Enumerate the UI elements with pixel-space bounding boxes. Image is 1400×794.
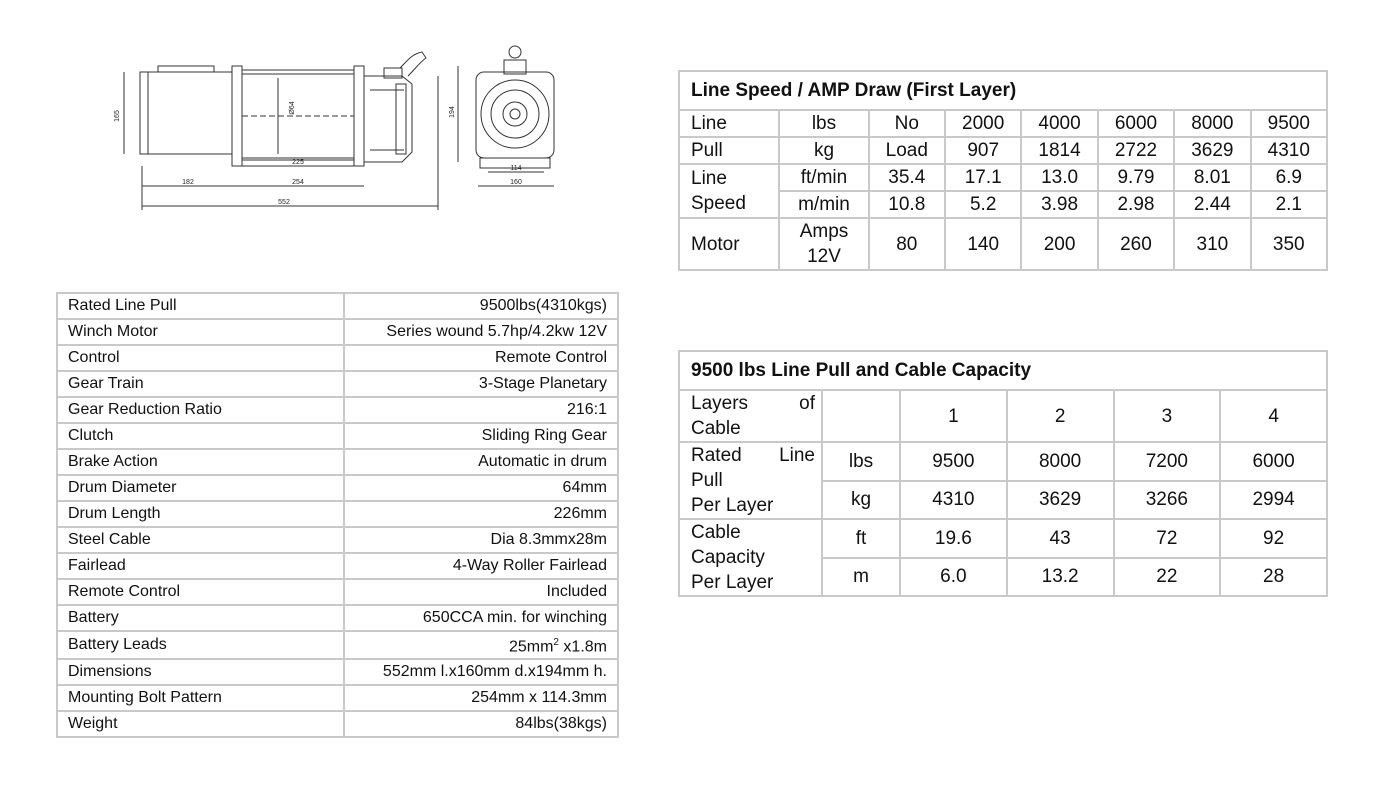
- speed-kg-value: 2722: [1098, 137, 1174, 164]
- amps-value: 310: [1174, 218, 1250, 270]
- amps-value: 140: [945, 218, 1021, 270]
- capacity-ft-value: 19.6: [900, 519, 1007, 558]
- rated-line-pull-label: [679, 442, 822, 519]
- speed-ftmin-value: 6.9: [1251, 164, 1327, 191]
- spec-value: 226mm: [344, 501, 618, 527]
- spec-row: [57, 475, 618, 501]
- kg-unit: kg: [779, 137, 868, 164]
- spec-label: Drum Length: [57, 501, 344, 527]
- rated-word: Rated: [691, 445, 742, 466]
- layers-word: Layers: [691, 393, 749, 414]
- dim-254: 254: [292, 179, 304, 186]
- no-label: No: [869, 110, 945, 137]
- spec-value: 64mm: [344, 475, 618, 501]
- cable-capacity-label: [679, 519, 822, 596]
- line-speed-ft-row: [679, 164, 1327, 191]
- spec-value: Automatic in drum: [344, 449, 618, 475]
- layer-number: 4: [1220, 390, 1327, 442]
- cap-lbs-value: 7200: [1114, 442, 1221, 481]
- spec-value: 3-Stage Planetary: [344, 371, 618, 397]
- capacity-m-value: 28: [1220, 558, 1327, 597]
- spec-value-suffix: x1.8m: [558, 638, 607, 656]
- cable-capacity-line2: Capacity: [691, 547, 765, 568]
- spec-row: [57, 397, 618, 423]
- cap-kg-unit: kg: [822, 481, 900, 520]
- speed-ftmin-value: 35.4: [869, 164, 945, 191]
- dim-194: 194: [449, 106, 456, 118]
- spec-row: [57, 293, 618, 319]
- volts-label: 12V: [807, 246, 841, 267]
- spec-row: [57, 371, 618, 397]
- spec-row: [57, 423, 618, 449]
- line-speed-label-line2: Speed: [691, 193, 746, 214]
- dim-552: 552: [278, 199, 290, 206]
- cap-lbs-value: 8000: [1007, 442, 1114, 481]
- pull-word: Pull: [691, 470, 723, 491]
- cable-word: Cable: [691, 418, 741, 439]
- motor-label: Motor: [679, 218, 779, 270]
- ft-unit: ft: [822, 519, 900, 558]
- speed-mmin-value: 3.98: [1021, 191, 1097, 218]
- spec-row: [57, 605, 618, 631]
- amps-value: 260: [1098, 218, 1174, 270]
- spec-value: [344, 631, 618, 659]
- spec-row: [57, 711, 618, 737]
- speed-kg-value: 907: [945, 137, 1021, 164]
- load-label: Load: [869, 137, 945, 164]
- speed-ftmin-value: 13.0: [1021, 164, 1097, 191]
- spec-label: Remote Control: [57, 579, 344, 605]
- capacity-m-value: 13.2: [1007, 558, 1114, 597]
- amps-value: 200: [1021, 218, 1097, 270]
- dim-114: 114: [510, 165, 522, 172]
- cable-capacity-line1: Cable: [691, 522, 741, 543]
- spec-label: Brake Action: [57, 449, 344, 475]
- cable-capacity-title: 9500 lbs Line Pull and Cable Capacity: [679, 351, 1327, 390]
- spec-label: Fairlead: [57, 553, 344, 579]
- line-speed-title: Line Speed / AMP Draw (First Layer): [679, 71, 1327, 110]
- amps-unit: [779, 218, 868, 270]
- speed-lbs-value: 6000: [1098, 110, 1174, 137]
- specifications-table: [56, 292, 619, 738]
- spec-label: Battery Leads: [57, 631, 344, 659]
- spec-label: Rated Line Pull: [57, 293, 344, 319]
- winch-technical-drawing: [108, 40, 588, 220]
- spec-value: 254mm x 114.3mm: [344, 685, 618, 711]
- speed-lbs-value: 8000: [1174, 110, 1250, 137]
- speed-mmin-value: 10.8: [869, 191, 945, 218]
- spec-label: Gear Reduction Ratio: [57, 397, 344, 423]
- spec-label: Weight: [57, 711, 344, 737]
- motor-amps-row: [679, 218, 1327, 270]
- spec-value: 552mm l.x160mm d.x194mm h.: [344, 659, 618, 685]
- line-speed-label-line1: Line: [691, 168, 727, 189]
- spec-label: Dimensions: [57, 659, 344, 685]
- rated-pull-lbs-row: [679, 442, 1327, 481]
- empty-unit-cell: [822, 390, 900, 442]
- spec-label: Winch Motor: [57, 319, 344, 345]
- line-word: Line: [779, 445, 815, 466]
- spec-row: [57, 527, 618, 553]
- speed-kg-value: 1814: [1021, 137, 1097, 164]
- speed-mmin-value: 5.2: [945, 191, 1021, 218]
- dim-225: 225: [292, 159, 304, 166]
- spec-row: [57, 345, 618, 371]
- speed-lbs-value: 9500: [1251, 110, 1327, 137]
- spec-value: Remote Control: [344, 345, 618, 371]
- spec-value: Dia 8.3mmx28m: [344, 527, 618, 553]
- winch-drawing-svg: [108, 40, 588, 220]
- of-word: of: [799, 393, 815, 414]
- lbs-unit: lbs: [779, 110, 868, 137]
- spec-label: Gear Train: [57, 371, 344, 397]
- amps-value: 80: [869, 218, 945, 270]
- cap-kg-value: 2994: [1220, 481, 1327, 520]
- capacity-m-value: 6.0: [900, 558, 1007, 597]
- spec-row: [57, 631, 618, 659]
- spec-row: [57, 501, 618, 527]
- cap-kg-value: 3629: [1007, 481, 1114, 520]
- layers-of-cable-label: [679, 390, 822, 442]
- pull-label: Pull: [679, 137, 779, 164]
- ftmin-unit: ft/min: [779, 164, 868, 191]
- spec-row: [57, 319, 618, 345]
- spec-value: 216:1: [344, 397, 618, 423]
- capacity-ft-value: 43: [1007, 519, 1114, 558]
- spec-row: [57, 659, 618, 685]
- speed-lbs-value: 4000: [1021, 110, 1097, 137]
- spec-value: 4-Way Roller Fairlead: [344, 553, 618, 579]
- spec-label: Drum Diameter: [57, 475, 344, 501]
- cap-lbs-unit: lbs: [822, 442, 900, 481]
- cable-capacity-table: [678, 350, 1328, 597]
- spec-label: Control: [57, 345, 344, 371]
- speed-mmin-value: 2.1: [1251, 191, 1327, 218]
- cap-lbs-value: 9500: [900, 442, 1007, 481]
- spec-value: 84lbs(38kgs): [344, 711, 618, 737]
- line-speed-lbs-row: [679, 110, 1327, 137]
- capacity-ft-value: 92: [1220, 519, 1327, 558]
- layer-number: 3: [1114, 390, 1221, 442]
- dim-64: Ø64: [289, 101, 296, 115]
- amps-label: Amps: [799, 221, 849, 242]
- spec-label: Battery: [57, 605, 344, 631]
- speed-lbs-value: 2000: [945, 110, 1021, 137]
- line-speed-label: [679, 164, 779, 218]
- layers-row: [679, 390, 1327, 442]
- spec-label: Steel Cable: [57, 527, 344, 553]
- layer-number: 1: [900, 390, 1007, 442]
- speed-ftmin-value: 17.1: [945, 164, 1021, 191]
- spec-label: Clutch: [57, 423, 344, 449]
- spec-value: 650CCA min. for winching: [344, 605, 618, 631]
- cap-kg-value: 4310: [900, 481, 1007, 520]
- mmin-unit: m/min: [779, 191, 868, 218]
- cap-lbs-value: 6000: [1220, 442, 1327, 481]
- line-label: Line: [679, 110, 779, 137]
- capacity-ft-row: [679, 519, 1327, 558]
- spec-row: [57, 449, 618, 475]
- m-unit: m: [822, 558, 900, 597]
- speed-kg-value: 3629: [1174, 137, 1250, 164]
- speed-ftmin-value: 8.01: [1174, 164, 1250, 191]
- cap-kg-value: 3266: [1114, 481, 1221, 520]
- per-layer-word: Per Layer: [691, 495, 774, 516]
- speed-ftmin-value: 9.79: [1098, 164, 1174, 191]
- spec-value-main: 25mm: [508, 638, 554, 656]
- spec-label: Mounting Bolt Pattern: [57, 685, 344, 711]
- dim-182: 182: [182, 179, 194, 186]
- spec-value: Included: [344, 579, 618, 605]
- spec-value-superscript: 2: [553, 637, 559, 648]
- speed-mmin-value: 2.44: [1174, 191, 1250, 218]
- spec-value: 9500lbs(4310kgs): [344, 293, 618, 319]
- line-speed-kg-row: [679, 137, 1327, 164]
- spec-row: [57, 579, 618, 605]
- capacity-m-value: 22: [1114, 558, 1221, 597]
- spec-value: Series wound 5.7hp/4.2kw 12V: [344, 319, 618, 345]
- spec-value: Sliding Ring Gear: [344, 423, 618, 449]
- speed-mmin-value: 2.98: [1098, 191, 1174, 218]
- speed-kg-value: 4310: [1251, 137, 1327, 164]
- layer-number: 2: [1007, 390, 1114, 442]
- spec-row: [57, 685, 618, 711]
- spec-row: [57, 553, 618, 579]
- cable-capacity-line3: Per Layer: [691, 572, 774, 593]
- dim-160: 160: [510, 179, 522, 186]
- line-speed-table: [678, 70, 1328, 271]
- amps-value: 350: [1251, 218, 1327, 270]
- dim-165: 165: [114, 110, 121, 122]
- capacity-ft-value: 72: [1114, 519, 1221, 558]
